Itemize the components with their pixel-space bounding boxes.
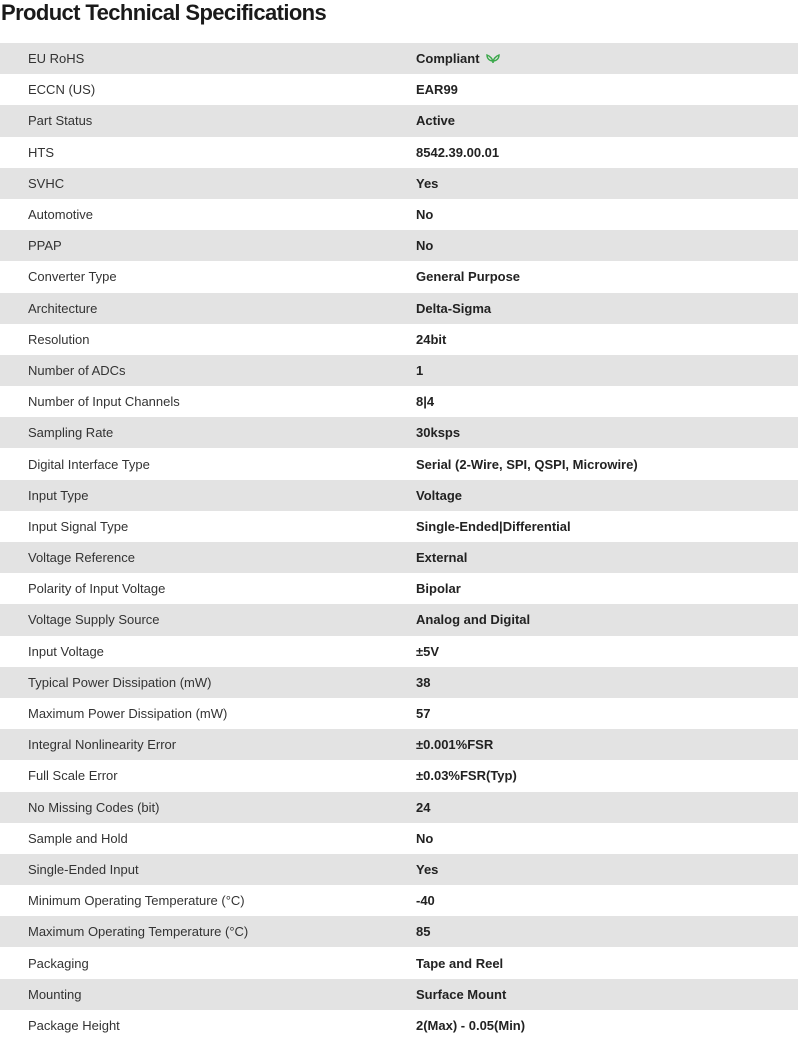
spec-label: Single-Ended Input: [0, 854, 416, 885]
spec-label: Mounting: [0, 979, 416, 1010]
spec-label: Digital Interface Type: [0, 448, 416, 479]
spec-value-cell: [416, 386, 798, 417]
spec-label: Input Signal Type: [0, 511, 416, 542]
spec-row: [0, 916, 798, 947]
spec-label: No Missing Codes (bit): [0, 792, 416, 823]
spec-value-cell: [416, 1010, 798, 1041]
spec-label: HTS: [0, 137, 416, 168]
spec-row: [0, 698, 798, 729]
spec-label: Sample and Hold: [0, 823, 416, 854]
spec-value-cell: [416, 43, 798, 74]
spec-value-cell: [416, 823, 798, 854]
spec-label: Typical Power Dissipation (mW): [0, 667, 416, 698]
spec-row: [0, 885, 798, 916]
spec-label: Voltage Reference: [0, 542, 416, 573]
spec-value: Yes: [416, 861, 439, 877]
spec-value-cell: [416, 604, 798, 635]
leaf-icon: [486, 52, 500, 64]
spec-value: 1: [416, 362, 424, 378]
spec-value: No: [416, 238, 434, 254]
spec-row: [0, 230, 798, 261]
spec-row: [0, 43, 798, 74]
spec-value-cell: [416, 542, 798, 573]
spec-value: 8|4: [416, 394, 435, 410]
spec-value: ±0.001%FSR: [416, 737, 494, 753]
spec-table-body: [0, 43, 798, 1041]
spec-value-cell: [416, 105, 798, 136]
spec-label: Number of ADCs: [0, 355, 416, 386]
spec-row: [0, 324, 798, 355]
spec-row: [0, 168, 798, 199]
spec-row: [0, 511, 798, 542]
spec-label: Integral Nonlinearity Error: [0, 729, 416, 760]
spec-value: 8542.39.00.01: [416, 144, 500, 160]
spec-row: [0, 105, 798, 136]
spec-value-cell: [416, 698, 798, 729]
spec-label: Voltage Supply Source: [0, 604, 416, 635]
spec-row: [0, 386, 798, 417]
spec-value-cell: [416, 760, 798, 791]
spec-value-cell: [416, 729, 798, 760]
spec-label: Sampling Rate: [0, 417, 416, 448]
spec-value: Tape and Reel: [416, 955, 504, 971]
spec-row: [0, 604, 798, 635]
spec-label: Part Status: [0, 105, 416, 136]
spec-value-cell: [416, 355, 798, 386]
spec-row: [0, 1010, 798, 1041]
spec-row: [0, 947, 798, 978]
spec-value: No: [416, 830, 434, 846]
spec-value: Analog and Digital: [416, 612, 531, 628]
spec-row: [0, 199, 798, 230]
spec-value-cell: [416, 573, 798, 604]
spec-value-cell: [416, 885, 798, 916]
spec-value-cell: [416, 417, 798, 448]
spec-value: 2(Max) - 0.05(Min): [416, 1017, 526, 1033]
spec-value: 30ksps: [416, 425, 461, 441]
spec-row: [0, 137, 798, 168]
spec-row: [0, 823, 798, 854]
spec-row: [0, 261, 798, 292]
spec-value-cell: [416, 916, 798, 947]
spec-label: Number of Input Channels: [0, 386, 416, 417]
spec-row: [0, 760, 798, 791]
spec-value: Serial (2-Wire, SPI, QSPI, Microwire): [416, 456, 638, 472]
spec-value: Voltage: [416, 487, 462, 503]
spec-label: SVHC: [0, 168, 416, 199]
spec-row: [0, 448, 798, 479]
spec-row: [0, 854, 798, 885]
spec-row: [0, 792, 798, 823]
spec-row: [0, 480, 798, 511]
spec-label: Converter Type: [0, 261, 416, 292]
spec-value: 24bit: [416, 331, 447, 347]
spec-value: 38: [416, 674, 431, 690]
spec-value-cell: [416, 667, 798, 698]
spec-value: -40: [416, 893, 435, 909]
spec-label: Maximum Power Dissipation (mW): [0, 698, 416, 729]
spec-value: 85: [416, 924, 431, 940]
spec-label: Full Scale Error: [0, 760, 416, 791]
spec-label: Resolution: [0, 324, 416, 355]
spec-value: Active: [416, 113, 456, 129]
spec-label: Input Type: [0, 480, 416, 511]
spec-value-cell: [416, 511, 798, 542]
spec-row: [0, 636, 798, 667]
spec-value: Bipolar: [416, 581, 461, 597]
spec-label: Packaging: [0, 947, 416, 978]
spec-table: [0, 43, 798, 1041]
spec-value-cell: [416, 137, 798, 168]
spec-row: [0, 293, 798, 324]
spec-row: [0, 573, 798, 604]
spec-value-cell: [416, 979, 798, 1010]
spec-label: Input Voltage: [0, 636, 416, 667]
spec-value: No: [416, 207, 434, 223]
spec-label: EU RoHS: [0, 43, 416, 74]
spec-row: [0, 355, 798, 386]
spec-label: Architecture: [0, 293, 416, 324]
spec-value: EAR99: [416, 82, 458, 98]
spec-value-cell: [416, 480, 798, 511]
spec-label: Automotive: [0, 199, 416, 230]
page-title: Product Technical Specifications: [1, 0, 327, 25]
spec-label: Package Height: [0, 1010, 416, 1041]
spec-value-cell: [416, 324, 798, 355]
spec-value-cell: [416, 199, 798, 230]
spec-value-cell: [416, 168, 798, 199]
spec-row: [0, 417, 798, 448]
spec-value: Yes: [416, 175, 439, 191]
spec-value-cell: [416, 261, 798, 292]
spec-value: Delta-Sigma: [416, 300, 492, 316]
spec-value: External: [416, 550, 468, 566]
spec-row: [0, 729, 798, 760]
spec-value-cell: [416, 293, 798, 324]
spec-row: [0, 542, 798, 573]
spec-row: [0, 667, 798, 698]
spec-value-cell: [416, 448, 798, 479]
spec-value: 57: [416, 706, 431, 722]
spec-value-cell: [416, 230, 798, 261]
spec-label: Maximum Operating Temperature (°C): [0, 916, 416, 947]
spec-value: 24: [416, 799, 431, 815]
spec-label: Polarity of Input Voltage: [0, 573, 416, 604]
spec-value: Single-Ended|Differential: [416, 518, 571, 534]
spec-label: PPAP: [0, 230, 416, 261]
spec-value-cell: [416, 74, 798, 105]
spec-value: Compliant: [416, 51, 480, 67]
spec-label: ECCN (US): [0, 74, 416, 105]
spec-row: [0, 74, 798, 105]
spec-label: Minimum Operating Temperature (°C): [0, 885, 416, 916]
spec-value-cell: [416, 636, 798, 667]
spec-value-cell: [416, 947, 798, 978]
spec-value-cell: [416, 854, 798, 885]
spec-value: ±0.03%FSR(Typ): [416, 768, 517, 784]
spec-value: General Purpose: [416, 269, 521, 285]
spec-value: Surface Mount: [416, 986, 507, 1002]
spec-value-cell: [416, 792, 798, 823]
spec-value: ±5V: [416, 643, 440, 659]
spec-row: [0, 979, 798, 1010]
